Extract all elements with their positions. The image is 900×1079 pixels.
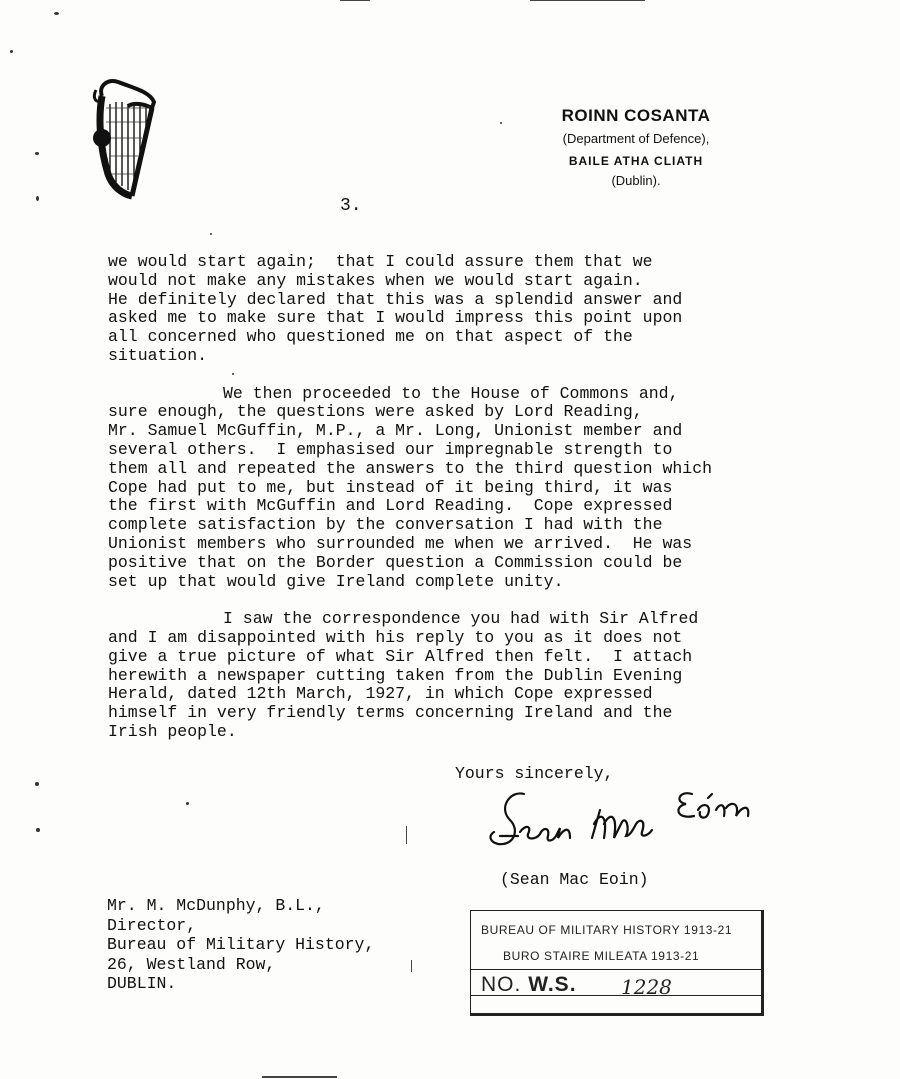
scan-mark: [340, 0, 370, 1]
scan-speck: [10, 50, 13, 53]
address-line: Bureau of Military History,: [107, 935, 375, 954]
paragraph-3: [108, 610, 868, 742]
body-line: all concerned who questioned me on that aspect of the: [108, 327, 633, 347]
scan-speck: [186, 802, 189, 805]
body-line: and I am disappointed with his reply to you as it does not: [108, 627, 683, 647]
paragraph-2: [108, 385, 868, 592]
letterhead-city-english: (Dublin).: [611, 173, 661, 188]
stamp-ws-number: 1228: [621, 975, 672, 999]
body-line: We then proceeded to the House of Commons and,: [223, 383, 679, 403]
closing-salutation: Yours sincerely,: [455, 764, 614, 783]
body-line: I saw the correspondence you had with Sir Alfred: [223, 609, 699, 629]
body-line: He definitely declared that this was a splendid answer and: [108, 289, 683, 309]
body-line: several others. I emphasised our impregnable strength to: [108, 439, 673, 459]
stamp-divider: [471, 995, 761, 996]
letterhead-department: ROINN COSANTA: [561, 106, 711, 125]
body-line: sure enough, the questions were asked by Lord Reading,: [108, 402, 643, 422]
handwritten-signature-icon: [480, 780, 770, 860]
address-line: Mr. M. McDunphy, B.L.,: [107, 896, 325, 915]
stamp-no-label: NO.: [481, 973, 522, 996]
body-line: Mr. Samuel McGuffin, M.P., a Mr. Long, Unionist member and: [108, 421, 683, 441]
letterhead-city: BAILE ATHA CLIATH: [568, 154, 704, 168]
scan-speck: [500, 122, 502, 124]
page-number: 3.: [340, 196, 362, 216]
scan-speck: [36, 196, 39, 201]
recipient-address: [107, 896, 374, 994]
body-line: situation.: [108, 345, 208, 365]
body-line: would not make any mistakes when we would start again.: [108, 270, 643, 290]
scan-mark: [262, 1076, 337, 1078]
stamp-line-1: BUREAU OF MILITARY HISTORY 1913-21: [481, 923, 733, 937]
stamp-ws-text: W.S.: [528, 973, 577, 996]
scan-speck: [36, 828, 40, 832]
letterhead: [520, 104, 752, 190]
address-line: DUBLIN.: [107, 974, 177, 993]
letterhead-department-english: (Department of Defence),: [562, 131, 710, 146]
scan-speck: [232, 373, 234, 375]
stamp-divider: [471, 969, 761, 970]
scan-speck: [210, 233, 212, 235]
body-line: them all and repeated the answers to the third question which: [108, 458, 712, 478]
body-line: Irish people.: [108, 721, 237, 741]
address-line: 26, Westland Row,: [107, 954, 276, 974]
body-line: asked me to make sure that I would impress this point upon: [108, 308, 683, 328]
body-line: set up that would give Ireland complete unity.: [108, 571, 564, 591]
body-line: complete satisfaction by the conversation I had with the: [108, 515, 663, 535]
body-line: Cope had put to me, but instead of it being third, it was: [108, 477, 673, 497]
body-line: the first with McGuffin and Lord Reading. Cope expressed: [108, 496, 673, 516]
scan-mark: [530, 0, 645, 1]
scan-speck: [35, 152, 39, 155]
body-line: we would start again; that I could assure them that we: [108, 252, 653, 271]
body-line: give a true picture of what Sir Alfred then felt. I attach: [108, 646, 693, 666]
bureau-stamp: [470, 910, 764, 1016]
signer-name: (Sean Mac Eoin): [500, 870, 649, 889]
scan-speck: [35, 782, 39, 786]
stamp-line-2: BURO STAIRE MILEATA 1913-21: [503, 949, 700, 963]
letter-body: [108, 253, 868, 761]
scan-mark: [411, 960, 412, 972]
address-line: Director,: [107, 915, 197, 935]
scan-mark: [406, 826, 407, 844]
body-line: Unionist members who surrounded me when we arrived. He was: [108, 533, 693, 553]
paragraph-1: [108, 253, 868, 366]
harp-crest-icon: [88, 78, 160, 202]
body-line: himself in very friendly terms concerning Ireland and the: [108, 703, 673, 723]
scan-speck: [54, 12, 59, 15]
body-line: herewith a newspaper cutting taken from the Dublin Evening: [108, 665, 683, 685]
body-line: Herald, dated 12th March, 1927, in which Cope expressed: [108, 684, 653, 704]
stamp-ws-label: [481, 973, 577, 997]
body-line: positive that on the Border question a Commission could be: [108, 552, 683, 572]
